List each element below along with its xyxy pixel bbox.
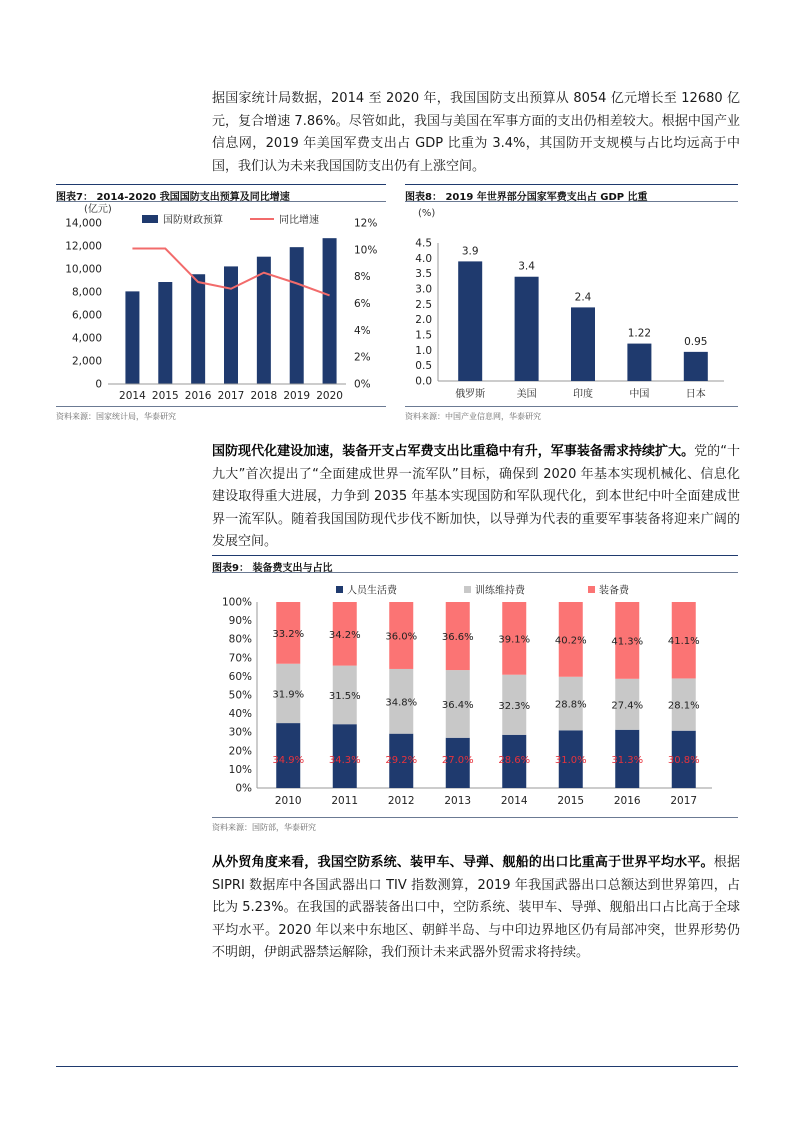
fig8-y-tick-label: 1.0 <box>415 344 432 357</box>
fig9-data-label: 33.2% <box>272 628 305 640</box>
paragraph-modernization-lead: 国防现代化建设加速，装备开支占军费支出比重稳中有升，军事装备需求持续扩大。 <box>212 444 695 459</box>
fig8-bar <box>515 277 539 381</box>
fig7-chart <box>50 202 390 410</box>
fig9-y-tick-label: 60% <box>228 670 252 683</box>
fig9-chart <box>210 574 740 814</box>
fig9-bottom-rule <box>212 817 738 818</box>
footer-rule <box>56 1066 738 1067</box>
fig9-y-tick-label: 30% <box>228 726 252 739</box>
paragraph-arms-export <box>212 852 740 965</box>
fig7-right-tick-label: 12% <box>354 217 378 230</box>
fig9-data-label: 31.5% <box>328 690 361 702</box>
fig9-data-label: 34.2% <box>328 629 361 641</box>
fig9-data-label: 39.1% <box>498 634 531 646</box>
fig9-y-tick-label: 40% <box>228 708 252 721</box>
fig8-data-label: 3.9 <box>461 245 479 258</box>
fig9-legend-swatch <box>336 586 343 593</box>
fig7-bar <box>323 238 337 384</box>
fig9-legend-swatch <box>464 586 471 593</box>
fig9-x-tick-label: 2016 <box>613 795 641 807</box>
fig8-bar <box>684 352 708 381</box>
fig9-legend-label: 装备费 <box>599 585 629 597</box>
paragraph-arms-export-body: 根据 SIPRI 数据库中各国武器出口 TIV 指数测算，2019 年我国武器出口总额达到世界第四，占比为 5.23%。在我国的武器装备出口中，空防系统、装甲车、导弹、舰船出口占比高于全球平均水平。2020 年以来中东地区、朝鲜半岛、与中印边界地区仍有局部冲突，世界形势仍不明朗，伊朗武器禁运解除，我们预计未来武器外贸需求将持续。 <box>212 855 740 960</box>
fig8-bar <box>571 307 595 381</box>
fig8-y-tick-label: 0.0 <box>415 375 432 388</box>
fig9-data-label: 34.8% <box>385 697 418 709</box>
fig9-data-label: 31.3% <box>611 755 644 766</box>
fig7-x-tick-label: 2014 <box>119 390 146 402</box>
fig7-bar <box>125 291 139 384</box>
fig7-left-tick-label: 12,000 <box>65 240 102 253</box>
fig8-y-tick-label: 4.5 <box>415 237 432 250</box>
fig7-legend-bar-swatch <box>142 215 158 223</box>
fig8-x-tick-label: 中国 <box>629 389 650 400</box>
fig9-data-label: 27.4% <box>611 700 644 712</box>
fig9-x-tick-label: 2010 <box>274 795 302 807</box>
fig9-data-label: 31.0% <box>554 755 587 766</box>
fig9-source: 资料来源：国防部，华泰研究 <box>212 823 316 832</box>
fig9-data-label: 29.2% <box>385 755 418 766</box>
fig9-data-label: 40.2% <box>554 635 587 647</box>
fig9-y-tick-label: 0% <box>235 782 252 795</box>
fig7-source: 资料来源：国家统计局，华泰研究 <box>56 412 176 421</box>
fig7-left-tick-label: 14,000 <box>65 217 102 230</box>
fig7-left-tick-label: 6,000 <box>71 309 102 322</box>
fig9-y-tick-label: 70% <box>228 652 252 665</box>
fig9-legend-swatch <box>588 586 595 593</box>
fig9-x-tick-label: 2017 <box>670 795 698 807</box>
fig8-y-tick-label: 3.5 <box>415 268 432 281</box>
fig9-data-label: 31.9% <box>272 689 305 701</box>
paragraph-arms-export-lead: 从外贸角度来看，我国空防系统、装甲车、导弹、舰船的出口比重高于世界平均水平。 <box>212 855 714 870</box>
fig9-data-label: 41.3% <box>611 636 644 648</box>
fig9-data-label: 36.6% <box>441 632 474 644</box>
fig8-y-tick-label: 4.0 <box>415 252 432 265</box>
fig7-left-axis-unit: (亿元) <box>84 204 112 215</box>
fig8-x-tick-label: 俄罗斯 <box>455 389 486 400</box>
paragraph-defense-budget: 据国家统计局数据，2014 至 2020 年，我国国防支出预算从 8054 亿元增长至 12680 亿元，复合增速 7.86%。尽管如此，我国与美国在军事方面的支出仍相差较大。根据中国产业信息网，2019 年美国军费支出占 GDP 比重为 3.4%，其国防开支规模与占比均远高于中国，我们认为未来我国国防支出仍有上涨空间。 <box>212 91 740 174</box>
fig7-right-tick-label: 4% <box>354 324 371 337</box>
fig9-x-tick-label: 2015 <box>557 795 585 807</box>
fig9-data-label: 28.6% <box>498 755 531 766</box>
fig8-data-label: 1.22 <box>627 327 652 340</box>
fig9-data-label: 32.3% <box>498 700 531 712</box>
fig7-right-tick-label: 10% <box>354 244 378 257</box>
fig9-x-tick-label: 2012 <box>387 795 415 807</box>
fig9-data-label: 36.4% <box>441 699 474 711</box>
fig8-bar <box>458 261 482 381</box>
fig7-x-tick-label: 2018 <box>250 390 278 402</box>
fig7-legend-bar-label: 国防财政预算 <box>163 215 223 226</box>
fig7-right-tick-label: 6% <box>354 298 371 310</box>
fig8-y-tick-label: 2.5 <box>415 298 432 311</box>
fig9-x-tick-label: 2014 <box>500 795 528 807</box>
fig9-title-rule <box>212 572 738 573</box>
fig9-data-label: 28.1% <box>667 700 700 712</box>
fig9-y-tick-label: 90% <box>228 615 252 628</box>
fig8-x-tick-label: 印度 <box>573 389 593 400</box>
paragraph-modernization <box>212 441 740 554</box>
fig9-data-label: 34.3% <box>328 755 361 766</box>
fig7-x-tick-label: 2017 <box>217 390 245 402</box>
fig7-x-tick-label: 2015 <box>151 390 179 402</box>
fig7-right-tick-label: 2% <box>354 351 371 364</box>
fig8-y-tick-label: 3.0 <box>415 283 432 296</box>
fig7-bar <box>290 247 304 384</box>
fig7-left-tick-label: 10,000 <box>65 263 102 276</box>
fig7-bar <box>191 274 205 384</box>
fig9-legend-label: 人员生活费 <box>347 585 397 597</box>
paragraph-modernization-body: 党的“十九大”首次提出了“全面建成世界一流军队”目标，确保到 2020 年基本实现机械化、信息化建设取得重大进展，力争到 2035 年基本实现国防和军队现代化，到本世纪中叶全面建成世界一流军队。随着我国国防现代步伐不断加快，以导弹为代表的重要军事装备将迎来广阔的发展空间。 <box>212 444 740 549</box>
fig8-data-label: 3.4 <box>518 260 535 273</box>
fig7-left-tick-label: 2,000 <box>71 355 102 368</box>
fig8-bottom-rule <box>405 406 738 407</box>
fig8-data-label: 2.4 <box>574 291 592 304</box>
fig8-y-tick-label: 1.5 <box>415 329 432 342</box>
fig8-bar <box>627 344 651 381</box>
fig8-title: 图表8： 2019 年世界部分国家军费支出占 GDP 比重 <box>405 192 648 203</box>
fig8-source: 资料来源：中国产业信息网，华泰研究 <box>405 412 541 421</box>
fig7-top-rule <box>56 184 386 185</box>
fig9-data-label: 27.0% <box>441 755 474 766</box>
fig8-x-tick-label: 美国 <box>516 389 537 400</box>
fig7-x-tick-label: 2020 <box>316 390 343 402</box>
fig9-data-label: 34.9% <box>272 755 305 766</box>
fig9-data-label: 36.0% <box>385 631 418 643</box>
fig8-x-tick-label: 日本 <box>685 389 706 400</box>
fig9-legend-label: 训练维持费 <box>475 585 525 597</box>
fig7-left-tick-label: 8,000 <box>71 286 102 299</box>
fig8-data-label: 0.95 <box>684 335 708 348</box>
fig8-top-rule <box>405 184 738 185</box>
fig9-y-tick-label: 50% <box>228 689 252 702</box>
fig7-bottom-rule <box>56 406 386 407</box>
fig9-x-tick-label: 2013 <box>444 795 472 807</box>
fig9-y-tick-label: 10% <box>228 763 252 776</box>
fig9-data-label: 30.8% <box>667 755 700 766</box>
fig8-axis-unit: (%) <box>418 208 436 219</box>
fig7-left-tick-label: 0 <box>95 378 102 391</box>
fig9-y-tick-label: 100% <box>221 596 252 609</box>
fig9-y-tick-label: 80% <box>228 633 252 646</box>
fig7-x-tick-label: 2019 <box>283 390 311 402</box>
fig9-data-label: 41.1% <box>667 636 700 648</box>
fig8-chart <box>400 202 740 410</box>
fig9-title: 图表9： 装备费支出与占比 <box>212 563 333 574</box>
fig7-right-tick-label: 8% <box>354 271 371 284</box>
fig8-y-tick-label: 2.0 <box>415 314 432 327</box>
fig9-top-rule <box>212 555 738 556</box>
fig7-bar <box>158 282 172 384</box>
fig7-left-tick-label: 4,000 <box>71 332 102 345</box>
fig8-y-tick-label: 0.5 <box>415 360 432 373</box>
fig9-y-tick-label: 20% <box>228 745 252 758</box>
fig7-x-tick-label: 2016 <box>184 390 212 402</box>
fig7-title: 图表7： 2014-2020 我国国防支出预算及同比增速 <box>56 192 290 203</box>
fig7-bar <box>224 266 238 384</box>
fig7-legend-line-label: 同比增速 <box>279 215 319 226</box>
fig9-data-label: 28.8% <box>554 699 587 711</box>
fig7-right-tick-label: 0% <box>354 378 371 391</box>
fig9-x-tick-label: 2011 <box>331 795 359 807</box>
